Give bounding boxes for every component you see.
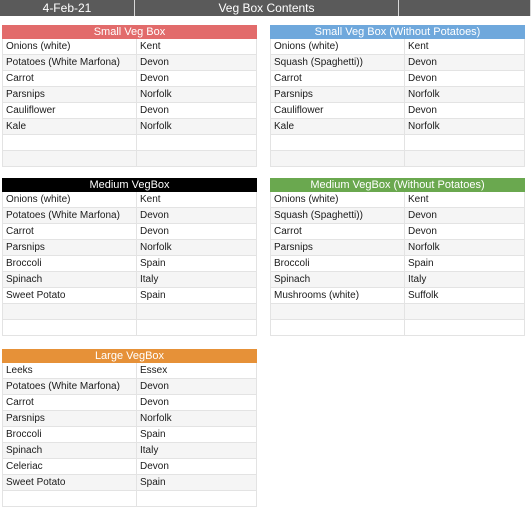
box-rows (270, 39, 525, 167)
origin-cell[interactable]: Suffolk (408, 290, 439, 301)
origin-cell[interactable]: Norfolk (408, 89, 440, 100)
origin-cell[interactable]: Spain (140, 290, 166, 301)
item-cell[interactable]: Carrot (3, 71, 137, 86)
table-row (3, 304, 256, 320)
origin-cell[interactable] (405, 135, 524, 150)
item-cell[interactable]: Mushrooms (white) (271, 288, 405, 303)
origin-cell[interactable]: Devon (140, 226, 169, 237)
origin-cell[interactable]: Italy (408, 274, 427, 285)
item-cell[interactable] (3, 304, 137, 319)
table-row (3, 151, 256, 167)
table-row (271, 71, 524, 87)
date-cell[interactable]: 4-Feb-21 (0, 0, 135, 16)
item-cell[interactable] (3, 151, 137, 166)
origin-cell[interactable]: Norfolk (140, 89, 172, 100)
origin-cell[interactable]: Italy (140, 445, 159, 456)
origin-cell[interactable] (137, 320, 256, 335)
table-row (3, 427, 256, 443)
table-row (271, 256, 524, 272)
table-row (3, 491, 256, 507)
table-row (3, 55, 256, 71)
table-row (3, 135, 256, 151)
item-cell[interactable] (271, 151, 405, 166)
box-title[interactable]: Small Veg Box (Without Potatoes) (270, 25, 525, 39)
origin-cell[interactable]: Kent (140, 41, 161, 52)
origin-cell[interactable]: Spain (140, 429, 166, 440)
item-cell[interactable]: Onions (white) (3, 39, 137, 54)
item-cell[interactable]: Parsnips (3, 411, 137, 426)
box-rows (2, 192, 257, 336)
origin-cell[interactable]: Devon (408, 57, 437, 68)
origin-cell[interactable]: Devon (408, 73, 437, 84)
origin-cell[interactable]: Devon (140, 73, 169, 84)
item-cell[interactable]: Broccoli (271, 256, 405, 271)
origin-cell[interactable] (137, 304, 256, 319)
item-cell[interactable]: Carrot (271, 224, 405, 239)
origin-cell[interactable]: Devon (408, 226, 437, 237)
box-large (2, 349, 257, 507)
origin-cell[interactable]: Devon (140, 105, 169, 116)
box-title[interactable]: Small Veg Box (2, 25, 257, 39)
item-cell[interactable]: Cauliflower (3, 103, 137, 118)
table-row (3, 443, 256, 459)
origin-cell[interactable] (405, 320, 524, 335)
table-row (3, 475, 256, 491)
item-cell[interactable]: Carrot (271, 71, 405, 86)
item-cell[interactable] (3, 135, 137, 150)
table-row (3, 272, 256, 288)
table-row (3, 395, 256, 411)
origin-cell[interactable]: Norfolk (140, 121, 172, 132)
box-small-without-potatoes (270, 25, 525, 167)
table-row (3, 87, 256, 103)
item-cell[interactable]: Potatoes (White Marfona) (3, 208, 137, 223)
box-small (2, 25, 257, 167)
table-row (3, 459, 256, 475)
item-cell[interactable]: Kale (271, 119, 405, 134)
item-cell[interactable]: Parsnips (271, 87, 405, 102)
origin-cell[interactable]: Norfolk (140, 413, 172, 424)
item-cell[interactable]: Sweet Potato (3, 288, 137, 303)
origin-cell[interactable]: Essex (140, 365, 168, 376)
box-medium-without-potatoes (270, 178, 525, 336)
origin-cell[interactable] (137, 491, 256, 506)
box-title[interactable]: Large VegBox (2, 349, 257, 363)
origin-cell[interactable]: Kent (408, 194, 429, 205)
table-row (271, 288, 524, 304)
item-cell[interactable] (271, 135, 405, 150)
item-cell[interactable]: Broccoli (3, 256, 137, 271)
item-cell[interactable]: Parsnips (271, 240, 405, 255)
table-row (271, 320, 524, 336)
table-row (3, 288, 256, 304)
origin-cell[interactable]: Norfolk (408, 242, 440, 253)
item-cell[interactable]: Spinach (3, 443, 137, 458)
item-cell[interactable]: Celeriac (3, 459, 137, 474)
table-row (3, 320, 256, 336)
item-cell[interactable] (3, 320, 137, 335)
item-cell[interactable]: Carrot (3, 224, 137, 239)
origin-cell[interactable]: Devon (408, 210, 437, 221)
origin-cell[interactable]: Italy (140, 274, 159, 285)
item-cell[interactable]: Cauliflower (271, 103, 405, 118)
table-row (271, 240, 524, 256)
item-cell[interactable]: Parsnips (3, 240, 137, 255)
item-cell[interactable]: Carrot (3, 395, 137, 410)
item-cell[interactable]: Broccoli (3, 427, 137, 442)
table-row (271, 224, 524, 240)
table-row (271, 272, 524, 288)
origin-cell[interactable]: Devon (408, 105, 437, 116)
item-cell[interactable]: Potatoes (White Marfona) (3, 55, 137, 70)
table-row (3, 71, 256, 87)
table-row (3, 192, 256, 208)
origin-cell[interactable]: Spain (140, 258, 166, 269)
table-row (3, 39, 256, 55)
table-row (3, 224, 256, 240)
sheet-title[interactable]: Veg Box Contents (135, 0, 399, 16)
table-row (3, 119, 256, 135)
item-cell[interactable]: Sweet Potato (3, 475, 137, 490)
origin-cell[interactable]: Norfolk (140, 242, 172, 253)
box-rows (270, 192, 525, 336)
table-row (3, 240, 256, 256)
origin-cell[interactable]: Spain (140, 477, 166, 488)
origin-cell[interactable]: Devon (140, 381, 169, 392)
item-cell[interactable]: Onions (white) (271, 192, 405, 207)
table-row (271, 208, 524, 224)
table-row (271, 135, 524, 151)
item-cell[interactable] (3, 491, 137, 506)
header-bar (0, 0, 531, 16)
origin-cell[interactable] (405, 151, 524, 166)
table-row (3, 208, 256, 224)
table-row (3, 411, 256, 427)
item-cell[interactable]: Onions (white) (271, 39, 405, 54)
item-cell[interactable]: Squash (Spaghetti)) (271, 55, 405, 70)
table-row (271, 103, 524, 119)
table-row (271, 119, 524, 135)
table-row (271, 55, 524, 71)
table-row (271, 151, 524, 167)
origin-cell[interactable]: Devon (140, 461, 169, 472)
item-cell[interactable]: Potatoes (White Marfona) (3, 379, 137, 394)
origin-cell[interactable] (137, 151, 256, 166)
table-row (3, 363, 256, 379)
box-rows (2, 39, 257, 167)
table-row (271, 87, 524, 103)
origin-cell[interactable]: Devon (140, 397, 169, 408)
table-row (3, 379, 256, 395)
item-cell[interactable]: Leeks (3, 363, 137, 378)
box-medium (2, 178, 257, 336)
origin-cell[interactable]: Devon (140, 210, 169, 221)
item-cell[interactable]: Onions (white) (3, 192, 137, 207)
origin-cell[interactable]: Norfolk (408, 121, 440, 132)
item-cell[interactable]: Spinach (271, 272, 405, 287)
item-cell[interactable] (271, 304, 405, 319)
table-row (3, 256, 256, 272)
box-title[interactable]: Medium VegBox (Without Potatoes) (270, 178, 525, 192)
item-cell[interactable]: Parsnips (3, 87, 137, 102)
origin-cell[interactable] (405, 304, 524, 319)
origin-cell[interactable]: Spain (408, 258, 434, 269)
box-rows (2, 363, 257, 507)
origin-cell[interactable]: Kent (408, 41, 429, 52)
table-row (271, 304, 524, 320)
origin-cell[interactable]: Devon (140, 57, 169, 68)
origin-cell[interactable] (137, 135, 256, 150)
item-cell[interactable]: Kale (3, 119, 137, 134)
item-cell[interactable]: Spinach (3, 272, 137, 287)
table-row (271, 192, 524, 208)
empty-header-cell[interactable] (399, 0, 531, 16)
table-row (3, 103, 256, 119)
origin-cell[interactable]: Kent (140, 194, 161, 205)
box-title[interactable]: Medium VegBox (2, 178, 257, 192)
item-cell[interactable] (271, 320, 405, 335)
item-cell[interactable]: Squash (Spaghetti)) (271, 208, 405, 223)
table-row (271, 39, 524, 55)
